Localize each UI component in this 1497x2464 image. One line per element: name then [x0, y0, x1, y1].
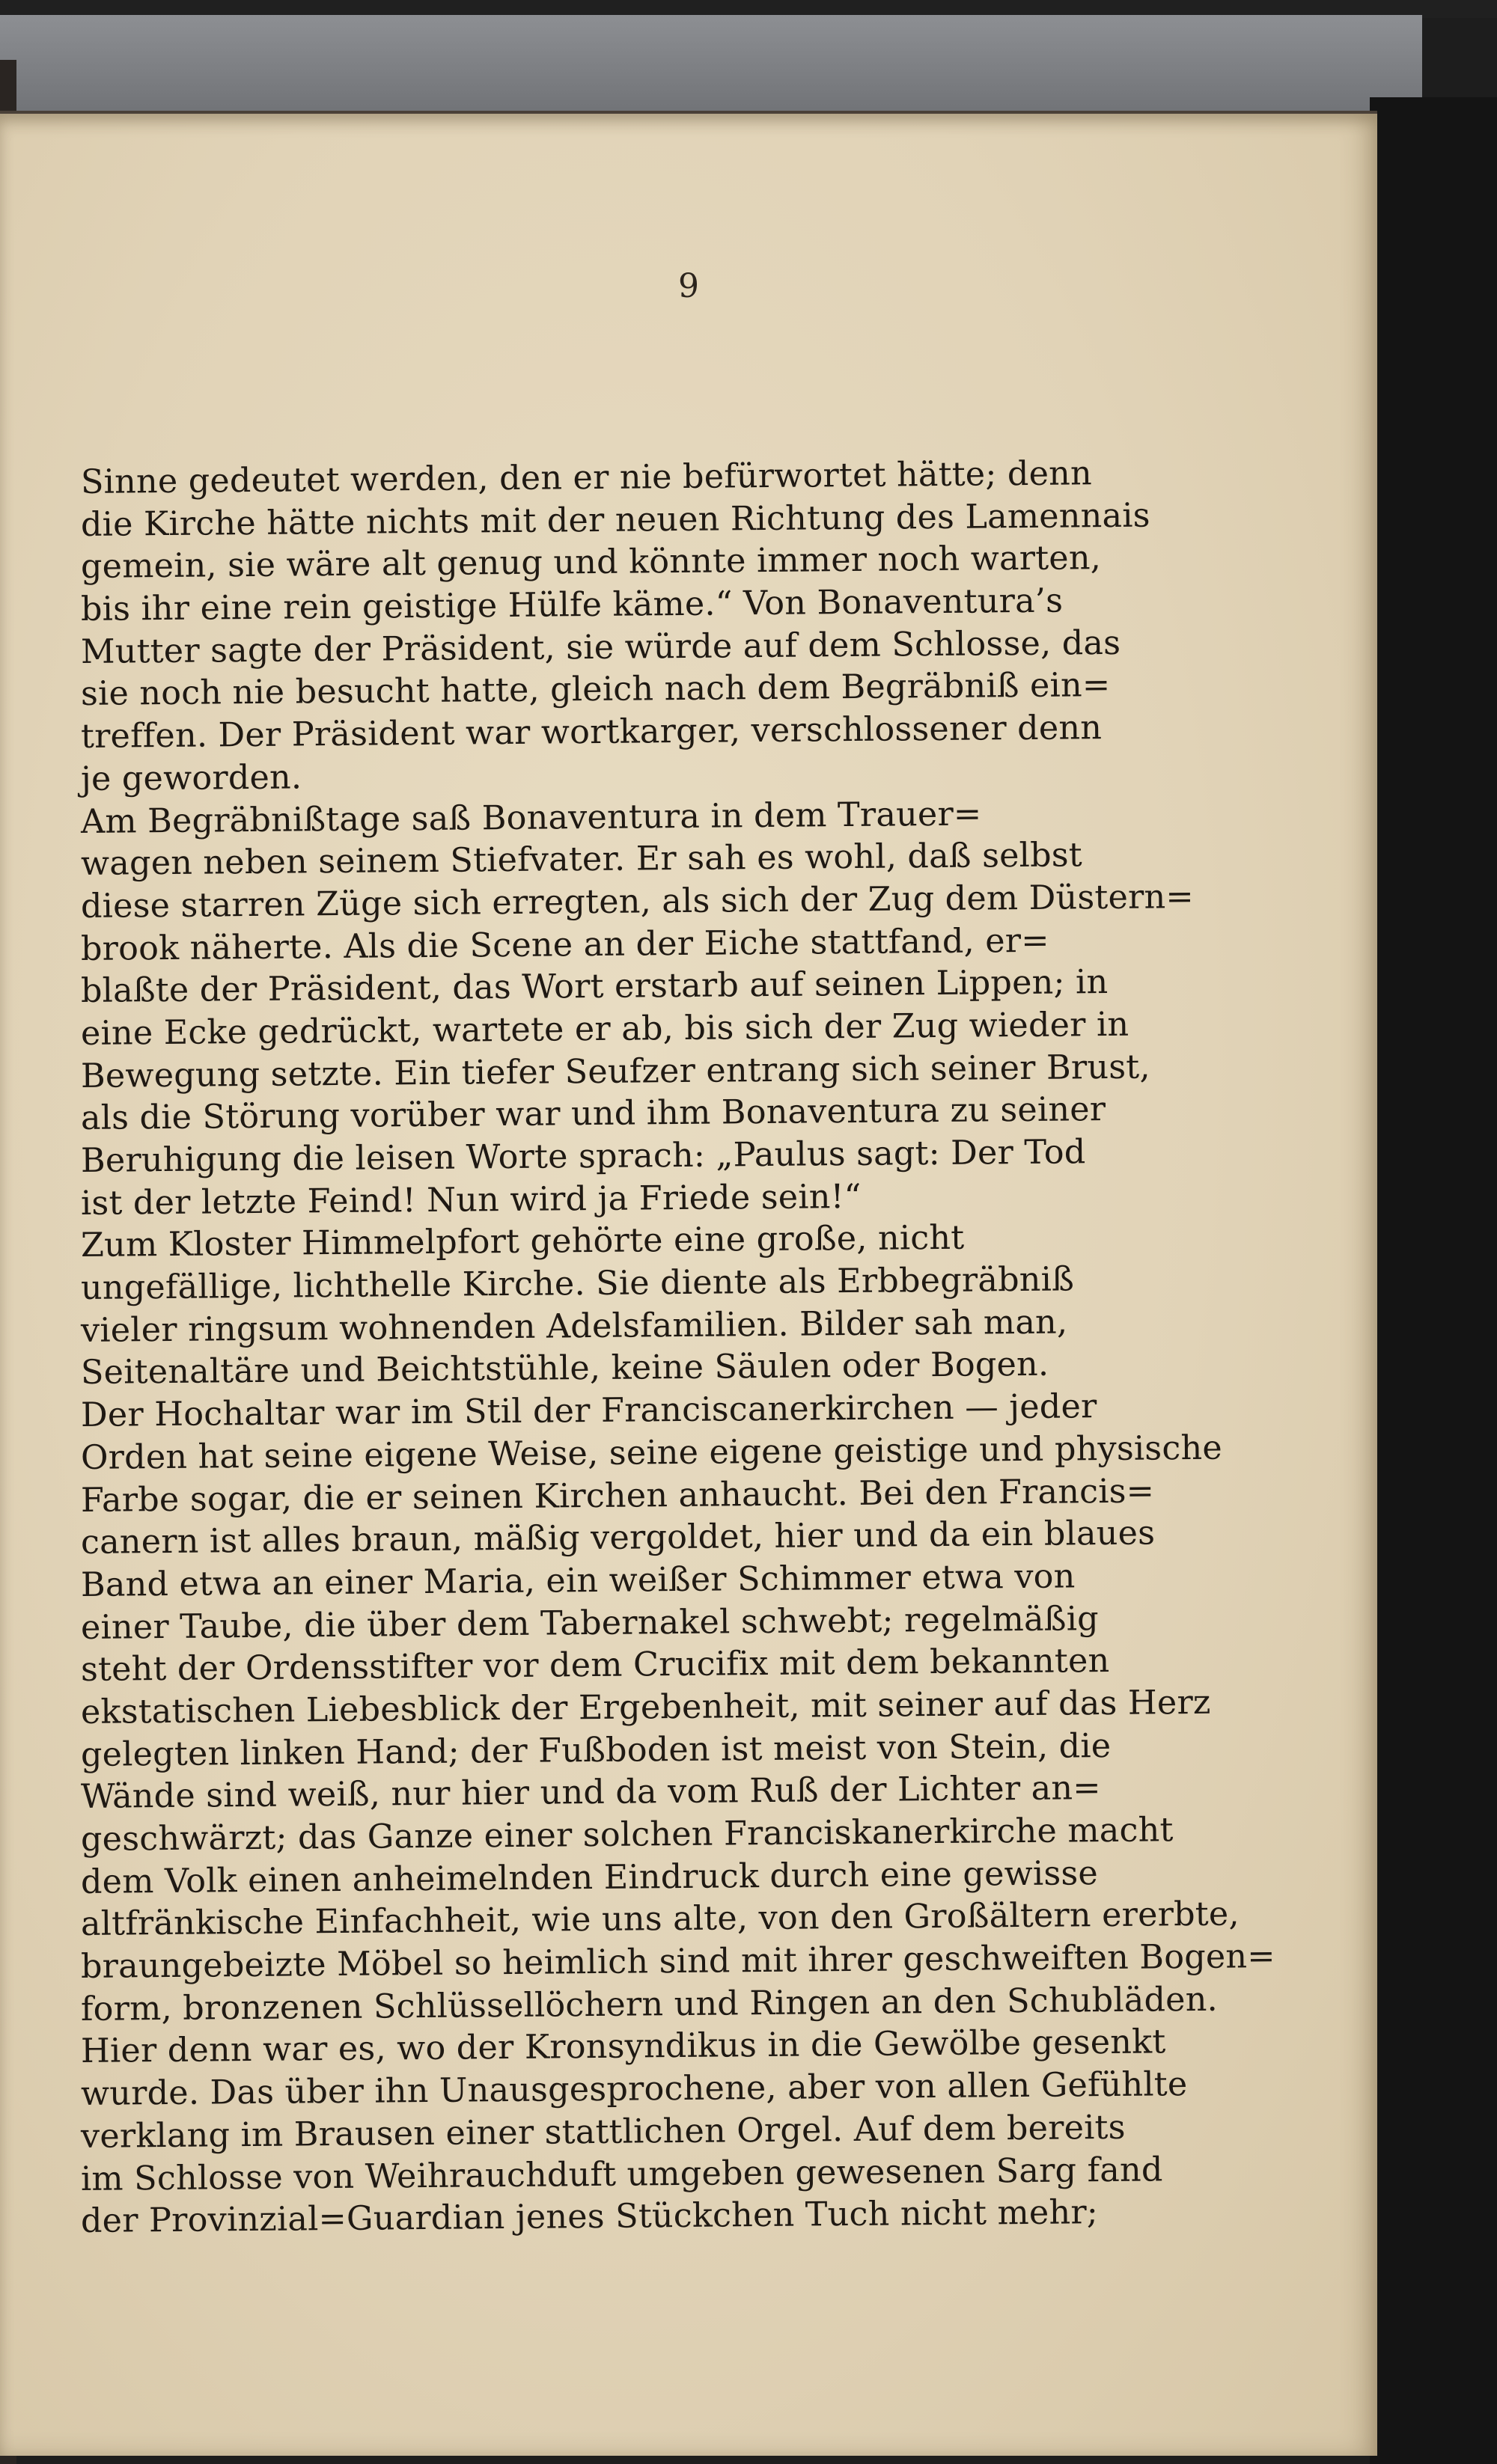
text-line: verklang im Brausen einer stattlichen Orgel. Auf dem bereits [80, 2108, 1126, 2156]
page-number: 9 [678, 267, 699, 305]
text-line: dem Volk einen anheimelnden Eindruck durch eine gewisse [80, 1853, 1099, 1901]
text-line: sie noch nie besucht hatte, gleich nach dem Begräbniß ein= [80, 666, 1111, 714]
text-line: wagen neben seinem Stiefvater. Er sah es wohl, daß selbst [80, 836, 1083, 884]
text-line: steht der Ordensstifter vor dem Crucifix mit dem bekannten [80, 1642, 1110, 1690]
text-line: vieler ringsum wohnenden Adelsfamilien. Bilder sah man, [80, 1303, 1068, 1350]
text-line: als die Störung vorüber war und ihm Bonaventura zu seiner [80, 1090, 1106, 1138]
text-line: je geworden. [80, 758, 302, 798]
text-line: einer Taube, die über dem Tabernakel schwebt; regelmäßig [80, 1599, 1100, 1647]
text-line: bis ihr eine rein geistige Hülfe käme.“ Von Bonaventura’s [80, 581, 1064, 629]
text-line: altfränkische Einfachheit, wie uns alte, von den Großältern ererbte, [80, 1895, 1240, 1944]
text-line: ungefällige, lichthelle Kirche. Sie diente als Erbbegräbniß [80, 1260, 1075, 1308]
text-line: Zum Kloster Himmelpfort gehörte eine große, nicht [80, 1219, 965, 1265]
text-line: im Schlosse von Weihrauchduft umgeben gewesenen Sarg fand [80, 2150, 1163, 2198]
text-line: brook näherte. Als die Scene an der Eiche stattfand, er= [80, 921, 1049, 968]
text-line: Farbe sogar, die er seinen Kirchen anhaucht. Bei den Francis= [80, 1471, 1155, 1520]
text-line: Band etwa an einer Maria, ein weißer Schimmer etwa von [80, 1557, 1076, 1604]
text-line: gelegten linken Hand; der Fußboden ist meist von Stein, die [80, 1726, 1112, 1774]
text-line: Hier denn war es, wo der Kronsyndikus in die Gewölbe gesenkt [80, 2023, 1166, 2071]
text-line: Wände sind weiß, nur hier und da vom Ruß der Lichter an= [80, 1769, 1101, 1817]
text-line: form, bronzenen Schlüssellöchern und Ringen an den Schubläden. [80, 1980, 1219, 2029]
text-line: Bewegung setzte. Ein tiefer Seufzer entrang sich seiner Brust, [80, 1048, 1150, 1095]
text-line: die Kirche hätte nichts mit der neuen Richtung des Lamennais [80, 496, 1150, 544]
body-text [80, 454, 1293, 2243]
book-page [0, 111, 1377, 2456]
text-line: Am Begräbnißtage saß Bonaventura in dem Trauer= [80, 794, 982, 841]
scan-background-right [1370, 97, 1497, 2464]
text-line: gemein, sie wäre alt genug und könnte immer noch warten, [80, 539, 1102, 587]
text-line: Sinne gedeutet werden, den er nie befürwortet hätte; denn [80, 454, 1093, 501]
text-line: Der Hochaltar war im Stil der Franciscanerkirchen — jeder [80, 1387, 1097, 1435]
text-line: diese starren Züge sich erregten, als sich der Zug dem Düstern= [80, 877, 1195, 926]
text-line: Beruhigung die leisen Worte sprach: „Paulus sagt: Der Tod [80, 1133, 1086, 1180]
text-line: ekstatischen Liebesblick der Ergebenheit, mit seiner auf das Herz [80, 1683, 1211, 1731]
book-cover-board [0, 15, 1422, 122]
text-line: wurde. Das über ihn Unausgesprochene, aber von allen Gefühlte [80, 2065, 1188, 2114]
text-line: braungebeizte Möbel so heimlich sind mit ihrer geschweiften Bogen= [80, 1937, 1275, 1987]
text-line: geschwärzt; das Ganze einer solchen Franciskanerkirche macht [80, 1811, 1174, 1859]
text-line: canern ist alles braun, mäßig vergoldet, hier und da ein blaues [80, 1514, 1156, 1562]
text-line: blaßte der Präsident, das Wort erstarb auf seinen Lippen; in [80, 963, 1109, 1011]
text-line: eine Ecke gedrückt, wartete er ab, bis sich der Zug wieder in [80, 1005, 1129, 1053]
text-line: ist der letzte Feind! Nun wird ja Friede sein!“ [80, 1177, 862, 1223]
text-line: Mutter sagte der Präsident, sie würde auf dem Schlosse, das [80, 623, 1121, 671]
text-line: treffen. Der Präsident war wortkarger, verschlossener denn [80, 709, 1103, 756]
text-line: der Provinzial=Guardian jenes Stückchen Tuch nicht mehr; [80, 2193, 1099, 2241]
text-line: Orden hat seine eigene Weise, seine eigene geistige und physische [80, 1428, 1223, 1477]
text-line: Seitenaltäre und Beichtstühle, keine Säulen oder Bogen. [80, 1345, 1049, 1393]
